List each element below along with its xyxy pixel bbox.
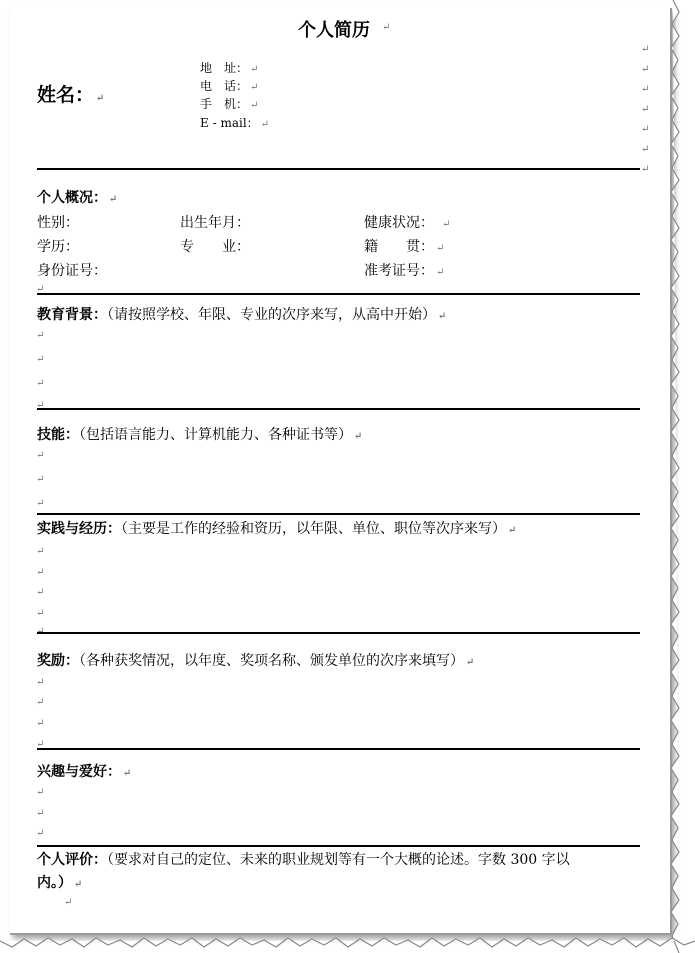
divider — [37, 632, 640, 634]
divider — [37, 168, 640, 170]
paragraph-mark: ↵ — [36, 354, 45, 365]
paragraph-mark: ↵ — [641, 164, 650, 175]
practice-heading: 实践与经历：（主要是工作的经验和资历，以年限、单位、职位等次序来写） ↵ — [37, 521, 517, 537]
awards-heading: 奖励：（各种获奖情况，以年度、奖项名称、颁发单位的次序来填写） ↵ — [37, 653, 475, 669]
divider — [37, 513, 640, 515]
paragraph-mark: ↵ — [36, 498, 45, 509]
origin-field: 籍 贯： ↵ — [364, 239, 445, 255]
paragraph-mark: ↵ — [641, 144, 650, 155]
divider — [37, 408, 640, 410]
paragraph-mark: ↵ — [36, 787, 45, 798]
paragraph-mark: ↵ — [36, 608, 45, 619]
birth-field: 出生年月： — [180, 215, 250, 231]
name-label: 姓名： ↵ — [37, 84, 105, 106]
id-number-field: 身份证号： — [37, 263, 107, 279]
paragraph-mark: ↵ — [36, 626, 45, 637]
contact-email: E - mail： ↵ — [200, 116, 270, 130]
paragraph-mark: ↵ — [641, 44, 650, 55]
paragraph-mark: ↵ — [36, 677, 45, 688]
paragraph-mark: ↵ — [36, 739, 45, 750]
paragraph-mark: ↵ — [36, 697, 45, 708]
divider — [37, 293, 640, 295]
evaluation-heading-cont: 内。） ↵ — [37, 875, 83, 891]
paragraph-mark: ↵ — [641, 84, 650, 95]
paragraph-mark: ↵ — [36, 378, 45, 389]
contact-address: 地 址： ↵ — [200, 61, 259, 75]
contact-phone: 电 话： ↵ — [200, 79, 259, 93]
gender-field: 性别： — [37, 215, 79, 231]
torn-edge-right — [669, 0, 695, 953]
overview-heading: 个人概况： ↵ — [37, 190, 118, 206]
skills-heading: 技能：（包括语言能力、计算机能力、各种证书等） ↵ — [37, 427, 363, 443]
document-page — [10, 8, 672, 935]
paragraph-mark: ↵ — [96, 93, 105, 104]
paragraph-mark: ↵ — [36, 450, 45, 461]
paragraph-mark: ↵ — [641, 104, 650, 115]
paragraph-mark: ↵ — [36, 567, 45, 578]
paragraph-mark: ↵ — [36, 474, 45, 485]
hobbies-heading: 兴趣与爱好： ↵ — [37, 764, 132, 780]
paragraph-mark: ↵ — [36, 546, 45, 557]
divider — [37, 748, 640, 750]
major-field: 专 业： — [180, 239, 250, 255]
torn-edge-bottom — [0, 933, 695, 953]
divider — [37, 845, 640, 847]
paragraph-mark: ↵ — [382, 22, 391, 33]
evaluation-heading: 个人评价：（要求对自己的定位、未来的职业规划等有一个大概的论述。字数 300 字以 — [37, 852, 570, 868]
exam-number-field: 准考证号： ↵ — [364, 263, 445, 279]
paragraph-mark: ↵ — [64, 897, 73, 908]
education-heading: 教育背景：（请按照学校、年限、专业的次序来写，从高中开始） ↵ — [37, 307, 447, 323]
paragraph-mark: ↵ — [36, 284, 45, 295]
resume-title: 个人简历 — [298, 20, 370, 41]
paragraph-mark: ↵ — [641, 124, 650, 135]
education-field: 学历： — [37, 239, 79, 255]
paragraph-mark: ↵ — [36, 587, 45, 598]
paragraph-mark: ↵ — [36, 718, 45, 729]
paragraph-mark: ↵ — [36, 808, 45, 819]
contact-mobile: 手 机： ↵ — [200, 97, 259, 111]
paragraph-mark: ↵ — [36, 330, 45, 341]
paragraph-mark: ↵ — [36, 828, 45, 839]
paragraph-mark: ↵ — [36, 400, 45, 411]
health-field: 健康状况： ↵ — [364, 215, 451, 231]
paragraph-mark: ↵ — [641, 64, 650, 75]
